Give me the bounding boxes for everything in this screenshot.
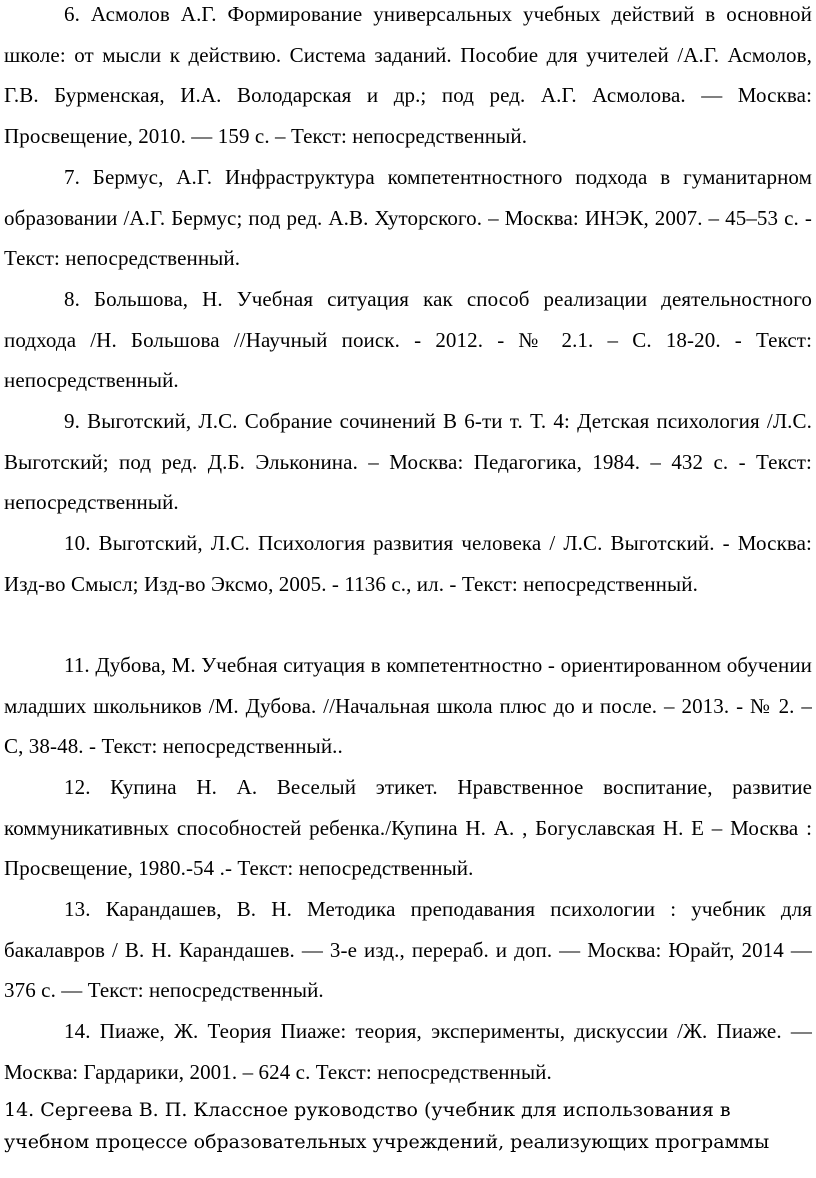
- reference-item-6: 6. Асмолов А.Г. Формирование универсальных учебных действий в основной школе: от мысли к действию. Система заданий. Пособие для учителей /А.Г. Асмолов, Г.В. Бурменская, И.А. Володарская и др.; под ред. А.Г. Асмолова. — Москва: Просвещение, 2010. — 159 с. – Текст: непосредственный.: [4, 2, 812, 149]
- reference-item-14-sergeeva: [4, 1094, 804, 1158]
- reference-item-10: 10. Выготский, Л.С. Психология развития человека / Л.С. Выготский. - Москва: Изд-во Смысл; Изд-во Эксмо, 2005. - 1136 с., ил. - Текст: непосредственный.: [4, 531, 812, 596]
- reference-item-8: 8. Большова, Н. Учебная ситуация как способ реализации деятельностного подхода /Н. Большова //Научный поиск. - 2012. - № 2.1. – С. 18-20. - Текст: непосредственный.: [4, 287, 812, 393]
- reference-item-7: 7. Бермус, А.Г. Инфраструктура компетентностного подхода в гуманитарном образовании /А.Г. Бермус; под ред. А.В. Хуторского. – Москва: ИНЭК, 2007. – 45–53 с. - Текст: непосредственный.: [4, 165, 812, 271]
- reference-line: 14. Сергеева В. П. Классное руководство (учебник для использования в: [4, 1099, 731, 1121]
- reference-item-13: 13. Карандашев, В. Н. Методика преподавания психологии : учебник для бакалавров / В. Н. Карандашев. — 3-е изд., перераб. и доп. — Москва: Юрайт, 2014 — 376 с. — Текст: непосредственный.: [4, 897, 812, 1003]
- reference-item-14: 14. Пиаже, Ж. Теория Пиаже: теория, эксперименты, дискуссии /Ж. Пиаже. — Москва: Гардарики, 2001. – 624 с. Текст: непосредственный.: [4, 1019, 812, 1084]
- reference-item-9: 9. Выготский, Л.С. Собрание сочинений В 6-ти т. Т. 4: Детская психология /Л.С. Выготский; под ред. Д.Б. Эльконина. – Москва: Педагогика, 1984. – 432 с. - Текст: непосредственный.: [4, 409, 812, 515]
- reference-item-11: 11. Дубова, М. Учебная ситуация в компетентностно - ориентированном обучении младших школьников /М. Дубова. //Начальная школа плюс до и после. – 2013. - № 2. – С, 38-48. - Текст: непосредственный..: [4, 653, 812, 759]
- reference-item-12: 12. Купина Н. А. Веселый этикет. Нравственное воспитание, развитие коммуникативных способностей ребенка./Купина Н. А. , Богуславская Н. Е – Москва : Просвещение, 1980.-54 .- Текст: непосредственный.: [4, 775, 812, 881]
- reference-line: учебном процессе образовательных учреждений, реализующих программы: [4, 1131, 770, 1153]
